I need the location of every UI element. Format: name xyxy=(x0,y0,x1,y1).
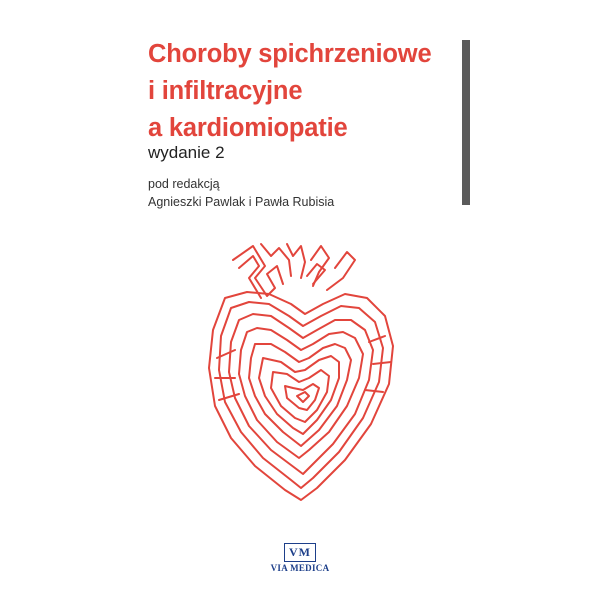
maze-heart-icon xyxy=(195,238,405,503)
title-line-2: i infiltracyjne xyxy=(148,77,303,105)
heart-maze-channel xyxy=(215,350,239,400)
title-line-3: a kardiomiopatie xyxy=(148,114,348,142)
heart-vessel-line xyxy=(233,246,283,296)
heart-maze-ring xyxy=(285,384,319,410)
heart-vessel-line xyxy=(307,264,325,284)
heart-vessel-line xyxy=(327,252,355,290)
heart-maze-ring xyxy=(297,392,309,402)
publisher-block xyxy=(258,543,342,573)
edition-label: wydanie 2 xyxy=(148,143,225,162)
title-line-1: Choroby spichrzeniowe xyxy=(148,40,432,68)
via-medica-logo: VM xyxy=(284,543,316,562)
heart-outline xyxy=(209,292,393,500)
decorative-side-bar xyxy=(462,40,470,205)
editors-lead-text: pod redakcją xyxy=(148,177,220,191)
heart-vessel-line xyxy=(261,244,291,276)
book-title xyxy=(148,36,431,147)
publisher-name: VIA MEDICA xyxy=(270,563,330,573)
editors-names: Agnieszki Pawlak i Pawła Rubisia xyxy=(148,195,335,209)
